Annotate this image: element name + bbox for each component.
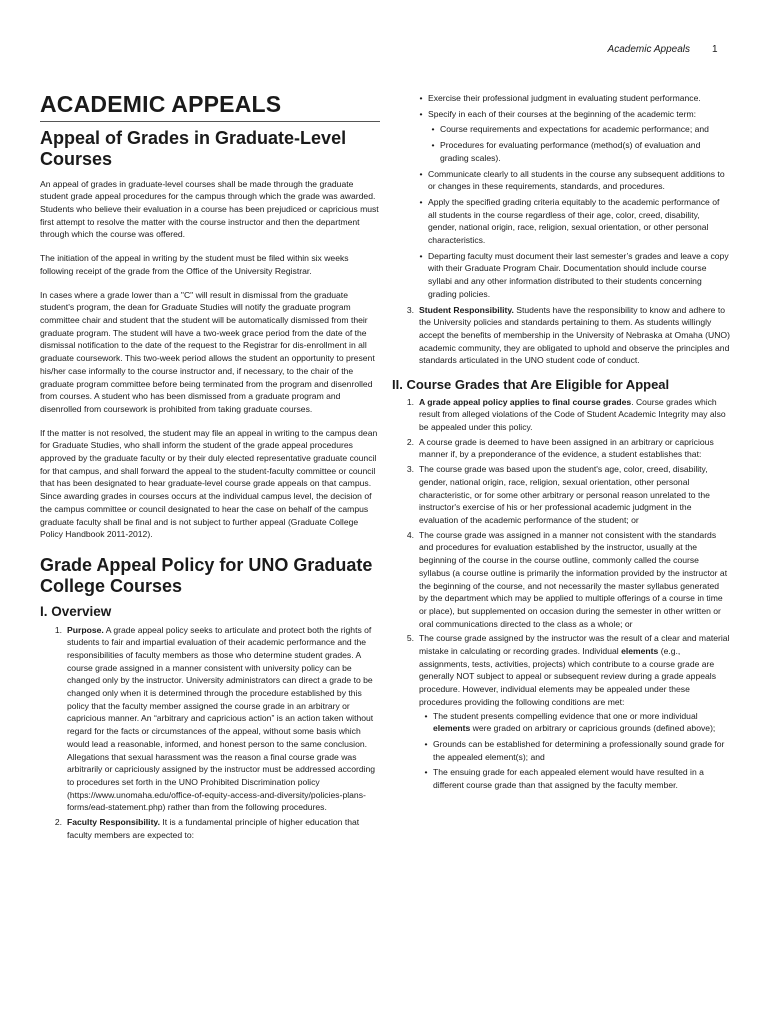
paragraph: If the matter is not resolved, the student may file an appeal in writing to the campus dean for Graduate Studies, who shall inform the student of the grade appeal procedures approved by the graduate faculty or by their duly elected representative graduate council for that campus, and shall forward the appeal to the student-faculty committee or council that has been designated to hear graduate-level course grade appeals on that campus. Since awarding grades in courses occurs at the individual campus level, the decision of the campus committee or council designated to hear the case on behalf of the campus graduate faculty shall be final and is not subject to further appeal (Graduate College Policy Handbook 2011-2012). (40, 427, 378, 540)
item-number: 3. (406, 304, 414, 315)
section-heading-grade-appeal-policy: Grade Appeal Policy for UNO Graduate College Courses (40, 554, 373, 596)
item-number: 4. (406, 529, 414, 540)
bullet-item: • Apply the specified grading criteria equitably to the academic performance of all students in the course regardless of their age, color, creed, disability, gender, national origin, race, religion, sexual orientation, or other personal characteristics. (392, 196, 730, 247)
item-text: Students have the responsibility to know and adhere to the University policies and standards pertaining to them. As students willingly accept the benefits of membership in the University of Nebraska at Omaha (UNO) academic community, they are obligated to uphold and observe the principles and standards articulated in the UNO student code of conduct. (419, 304, 730, 366)
bullet-item: • The ensuing grade for each appealed element would have resulted in a different course grade than that assigned by the faculty member. (419, 766, 730, 791)
bullet-item: • Specify in each of their courses at the beginning of the academic term: (392, 108, 730, 121)
bullet-item: • Departing faculty must document their last semester’s grades and leave a copy with their Graduate Program Chair. Documentation should include course syllabi and any other information distributed to their students concerning grading policies. (392, 250, 730, 301)
bullet-icon: • (431, 124, 435, 135)
bullet-item: • Course requirements and expectations for academic performance; and (392, 123, 730, 136)
item-number: 2. (54, 817, 62, 828)
numbered-item-student-responsibility (392, 304, 730, 368)
bullet-icon: • (424, 738, 428, 749)
paragraph: An appeal of grades in graduate-level courses shall be made through the graduate student grade appeal procedures for the campus through which the grade was awarded. Students who believe their evaluation in a course has been prejudiced or capricious must first attempt to resolve the matter with the course instructor and then the department through which the course was offered. (40, 178, 379, 240)
bullet-icon: • (424, 710, 428, 721)
item-text: The course grade was assigned in a manner not consistent with the standards and procedures for evaluation established by the instructor, usually at the beginning of the course in the course outline, commonly called the course syllabus (a course outline is primarily the information provided by the instructor at the beginning of the course, and not necessarily the master syllabus generated by the department which may be applied to multiple offerings of a course in time or place), but supplemented on occasion during the semester in other written or oral communications directed to the class as a whole; or (419, 529, 728, 629)
bullet-icon: • (419, 93, 423, 103)
numbered-item (392, 463, 730, 527)
numbered-item-faculty-responsibility (40, 816, 380, 841)
bullet-icon: • (419, 168, 423, 179)
bold-term: elements (433, 723, 471, 734)
section-heading-appeal-of-grades: Appeal of Grades in Graduate-Level Courses (40, 128, 347, 169)
left-column (40, 92, 380, 843)
item-number: 1. (406, 396, 414, 407)
page-number: 1 (712, 44, 718, 55)
numbered-item-purpose (40, 624, 380, 815)
bold-term: elements (621, 646, 659, 657)
numbered-item (392, 436, 730, 461)
item-text: The course grade was based upon the student's age, color, creed, disability, gender, national origin, race, religion, sexual orientation, other personal characteristic, or for some other arbitrary or personal reason unrelated to the instructor's exercise of his or her professional academic judgment in the evaluation of the academic performance of the student; or (419, 464, 710, 525)
bullet-item: • Exercise their professional judgment in evaluating student performance. (392, 92, 730, 105)
bullet-icon: • (431, 140, 435, 151)
bullet-item: • The student presents compelling evidence that one or more individual elements were graded on arbitrary or capricious grounds (defined above); (419, 710, 730, 735)
bullet-icon: • (419, 196, 423, 207)
item-text: The course grade assigned by the instructor was the result of a clear and material mistake in calculating or recording grades. Individual (419, 633, 730, 657)
item-text: A course grade is deemed to have been assigned in an arbitrary or capricious manner if, by a preponderance of the evidence, a student establishes that: (419, 436, 714, 460)
bullet-icon: • (419, 250, 423, 261)
numbered-item (392, 396, 730, 434)
item-text: It is a fundamental principle of higher education that faculty members are expected to: (67, 817, 360, 840)
numbered-item (392, 632, 730, 794)
right-column (392, 92, 730, 797)
running-header-title: Academic Appeals (607, 44, 690, 55)
bullet-item: • Procedures for evaluating performance (method(s) of evaluation and grading scales). (392, 139, 730, 164)
bullet-item: • Grounds can be established for determining a professionally sound grade for the appealed element(s); and (419, 738, 730, 763)
item-number: 3. (406, 464, 414, 475)
subsection-heading-overview: I. Overview (40, 604, 112, 620)
item-label: A grade appeal policy applies to final course grades (419, 396, 632, 407)
item-number: 2. (406, 436, 414, 447)
item-number: 1. (54, 624, 62, 635)
item-label: Purpose. (67, 624, 104, 635)
item-text: . Course grades which result from alleged violations of the Code of Student Academic Integrity may also be appealed under this policy. (419, 396, 726, 433)
bullet-icon: • (419, 108, 423, 119)
item-text: Allegations that sexual harassment was the reason a final course grade was arbitrarily or capriciously assigned by the instructor must be addressed according to procedures set forth in the UNO Prohibited Discrimination policy (https://www.unomaha.edu/office-of-equity-access-and-diversity/policies-plans-forms/ead-statement.php) rather than from the following procedures. (67, 751, 376, 813)
item-text: (e.g., assignments, tests, activities, projects) which contribute to a course grade are generally NOT subject to appeal or subsequent review during a grade appeals procedure. However, individual elements may be appealed under these procedures providing the following conditions are met: (419, 646, 716, 707)
subsection-heading-eligible-grades: II. Course Grades that Are Eligible for Appeal (392, 377, 670, 393)
paragraph: The initiation of the appeal in writing by the student must be filed within six weeks following receipt of the grade from the Office of the University Registrar. (40, 253, 349, 276)
item-label: Student Responsibility. (419, 304, 514, 315)
numbered-item (392, 529, 730, 631)
bullet-icon: • (424, 767, 428, 778)
item-text: A grade appeal policy seeks to articulate and protect both the rights of students to fair and impartial evaluation of their academic performance and the responsibilities of faculty members as those who determine student grades. A course grade assigned in a manner consistent with university policy can be changed only by the instructor. University administrators can direct a grade to be changed only when it is determined through the procedure established by this policy that the faculty member assigned the course grade in an arbitrary or capricious manner. An “arbitrary and capricious action” is an action taken without regard for the facts or circumstances of the appeal, without some basis which would lead a reasonable, informed, and honest person to the same conclusion. (67, 624, 374, 749)
page-title: ACADEMIC APPEALS (40, 92, 380, 122)
bullet-item: • Communicate clearly to all students in the course any subsequent additions to or changes in these requirements, standards, and procedures. (392, 168, 730, 193)
paragraph: In cases where a grade lower than a "C" will result in dismissal from the graduate student's program, the dean for Graduate Studies will notify the graduate program committee chair and student that the student will be automatically dismissed from their graduate program. The student will have a two-week grace period from the date of the dismissal notification to the date of the request to the Registrar for dis-enrollment in all graduate coursework. This two-week period allows the student an opportunity to present his/her case informally to the course instructor and, if necessary, to the chair of the graduate program committee before being terminated from the program and disenrolled from courses. A student who has been dismissed from a graduate program and disenrolled from coursework is prohibited from taking graduate courses. (40, 289, 375, 414)
item-number: 5. (406, 633, 414, 644)
item-label: Faculty Responsibility. (67, 817, 160, 828)
